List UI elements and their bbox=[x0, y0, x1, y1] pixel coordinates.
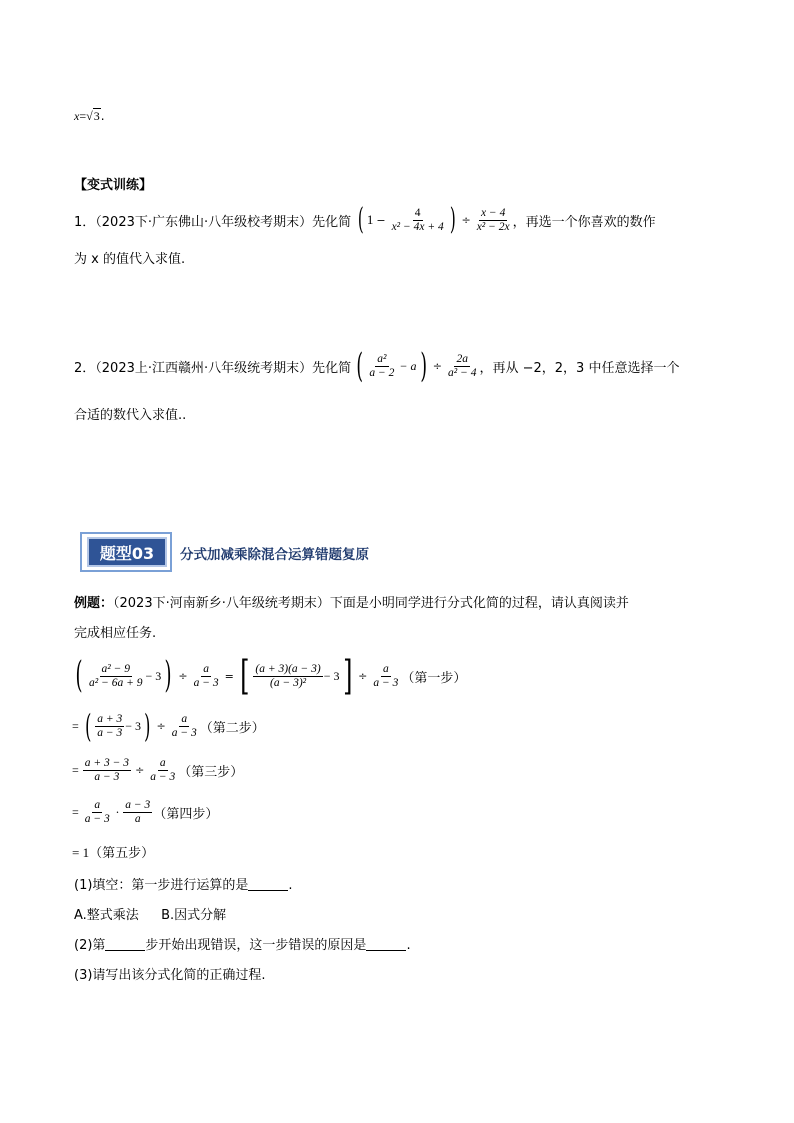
q2-minus-a: − a bbox=[399, 358, 417, 373]
q1-div: ÷ bbox=[461, 213, 471, 227]
q2-f2-num: 2a bbox=[456, 352, 468, 365]
s5-label: （第五步） bbox=[89, 846, 155, 861]
s4-den: a − 3 bbox=[84, 812, 110, 825]
s4-eq: = bbox=[72, 804, 79, 819]
s3-fraction-2 bbox=[148, 757, 177, 784]
q2-after: ，再从 −2，2，3 中任意选择一个 bbox=[479, 360, 680, 376]
s1-a-2: a bbox=[382, 662, 389, 675]
s2-eq: = bbox=[72, 718, 79, 733]
s4-num: a bbox=[94, 798, 101, 811]
s2-minus3: − 3 bbox=[125, 718, 142, 733]
s1-bracket-fraction bbox=[253, 663, 322, 690]
example-label: 例题： bbox=[74, 596, 114, 611]
s1-div: ÷ bbox=[178, 669, 188, 683]
s3-a3: a − 3 bbox=[150, 770, 176, 783]
q1-f1-num: 4 bbox=[414, 206, 421, 219]
s1-fraction-2 bbox=[192, 663, 221, 690]
s2-den: a − 3 bbox=[97, 726, 123, 739]
right-bracket-icon: ] bbox=[342, 653, 353, 699]
s1-bnum: (a + 3)(a − 3) bbox=[255, 662, 321, 675]
q1-after: ，再选一个你喜欢的数作 bbox=[512, 214, 656, 230]
s3-num: a + 3 − 3 bbox=[84, 756, 130, 769]
q1-fraction-2 bbox=[475, 207, 512, 234]
variant-header: 【变式训练】 bbox=[74, 178, 153, 193]
step-2 bbox=[72, 706, 265, 746]
s1-label: （第一步） bbox=[401, 670, 467, 686]
step-1 bbox=[72, 654, 466, 698]
s1-fraction-3 bbox=[371, 663, 400, 690]
s3-fraction bbox=[83, 757, 131, 784]
step-4 bbox=[72, 794, 218, 830]
t1-end: . bbox=[288, 878, 293, 893]
left-paren-icon: ( bbox=[356, 346, 364, 386]
question-1-line-2: 为 x 的值代入求值. bbox=[74, 252, 186, 267]
question-2-line-1 bbox=[74, 346, 679, 386]
right-paren-icon: ) bbox=[419, 346, 427, 386]
radicand: 3 bbox=[93, 109, 100, 123]
s4-num2: a − 3 bbox=[125, 798, 151, 811]
s2-num: a + 3 bbox=[97, 712, 123, 725]
q1-one: 1 bbox=[366, 212, 374, 227]
s1-eq: = bbox=[224, 669, 234, 683]
task-3: (3)请写出该分式化简的正确过程. bbox=[74, 968, 266, 983]
s5-text: = 1 bbox=[72, 845, 90, 860]
s1-num: a² − 9 bbox=[101, 662, 131, 675]
s1-a3: a − 3 bbox=[193, 676, 219, 689]
option-b: B.因式分解 bbox=[161, 908, 227, 923]
q2-fraction-2 bbox=[446, 353, 478, 380]
q2-f1-num: a² bbox=[377, 352, 387, 365]
s2-a3: a − 3 bbox=[171, 726, 197, 739]
s1-den: a² − 6a + 9 bbox=[89, 676, 143, 689]
q1-fraction-1 bbox=[390, 207, 446, 234]
s4-fraction-2 bbox=[123, 799, 152, 826]
t1-text: (1)填空：第一步进行运算的是 bbox=[74, 878, 249, 893]
example-line-2: 完成相应任务. bbox=[74, 626, 157, 641]
question-2-line-2: 合适的数代入求值.. bbox=[74, 408, 187, 423]
s1-bden: (a − 3)² bbox=[270, 676, 307, 689]
s2-fraction bbox=[95, 713, 124, 740]
s2-label: （第二步） bbox=[199, 720, 265, 736]
s3-den: a − 3 bbox=[94, 770, 120, 783]
s1-bminus3: − 3 bbox=[323, 668, 340, 683]
left-paren-icon: ( bbox=[84, 707, 92, 745]
equals: = bbox=[79, 108, 87, 123]
task-2 bbox=[74, 934, 411, 953]
q2-intro: 2．（2023上·江西赣州·八年级统考期末）先化简 bbox=[74, 360, 352, 376]
example-line-1 bbox=[74, 592, 629, 611]
badge-label: 题型03 bbox=[89, 539, 165, 565]
s3-a: a bbox=[159, 756, 166, 769]
question-1-line-1 bbox=[74, 202, 656, 238]
step-5 bbox=[72, 842, 154, 861]
s3-eq: = bbox=[72, 762, 79, 777]
s1-a: a bbox=[203, 662, 209, 675]
q1-minus: − bbox=[376, 213, 386, 227]
q1-intro: 1．（2023下·广东佛山·八年级校考期末）先化简 bbox=[74, 214, 352, 230]
section-badge bbox=[80, 532, 172, 572]
right-paren-icon: ) bbox=[144, 707, 151, 745]
right-paren-icon: ) bbox=[164, 655, 172, 696]
s4-dot: · bbox=[115, 805, 120, 819]
t2-a: (2)第 bbox=[74, 938, 106, 953]
s4-fraction bbox=[83, 799, 112, 826]
s3-div: ÷ bbox=[135, 763, 145, 777]
q2-fraction-1 bbox=[367, 353, 396, 380]
q1-f2-num: x − 4 bbox=[480, 206, 506, 219]
s4-label: （第四步） bbox=[153, 806, 219, 822]
s4-den2: a bbox=[134, 812, 141, 825]
q1-f2-den: x² − 2x bbox=[476, 220, 510, 233]
s1-fraction bbox=[87, 663, 144, 690]
q1-f1-den: x² − 4x + 4 bbox=[391, 220, 444, 233]
q2-div: ÷ bbox=[432, 359, 442, 373]
s2-div: ÷ bbox=[156, 719, 166, 733]
period: . bbox=[100, 109, 105, 123]
left-paren-icon: ( bbox=[358, 202, 364, 237]
var-x: x bbox=[74, 108, 80, 123]
s3-label: （第三步） bbox=[178, 764, 244, 780]
q2-f2-den: a² − 4 bbox=[448, 366, 477, 379]
t2-end: . bbox=[406, 938, 411, 953]
s1-div-2: ÷ bbox=[358, 669, 368, 683]
q2-f1-den: a − 2 bbox=[369, 366, 395, 379]
left-paren-icon: ( bbox=[75, 655, 83, 696]
left-bracket-icon: [ bbox=[239, 653, 250, 699]
t2-blank-2[interactable] bbox=[366, 938, 406, 951]
sqrt-icon: √ bbox=[86, 108, 93, 123]
s2-a: a bbox=[181, 712, 188, 725]
t1-blank[interactable] bbox=[248, 878, 288, 891]
s1-minus3: − 3 bbox=[145, 668, 162, 683]
task-1-options bbox=[74, 904, 226, 923]
answer-line bbox=[74, 108, 105, 124]
t2-b: 步开始出现错误，这一步错误的原因是 bbox=[145, 938, 367, 953]
s1-a3-2: a − 3 bbox=[373, 676, 399, 689]
t2-blank-1[interactable] bbox=[105, 938, 145, 951]
right-paren-icon: ) bbox=[449, 202, 456, 237]
step-3 bbox=[72, 752, 243, 788]
option-a: A.整式乘法 bbox=[74, 908, 139, 923]
example-text: （2023下·河南新乡·八年级统考期末）下面是小明同学进行分式化简的过程，请认真阅读并 bbox=[113, 596, 629, 611]
section-title: 分式加减乘除混合运算错题复原 bbox=[180, 547, 369, 563]
task-1 bbox=[74, 874, 293, 893]
s2-fraction-2 bbox=[170, 713, 199, 740]
